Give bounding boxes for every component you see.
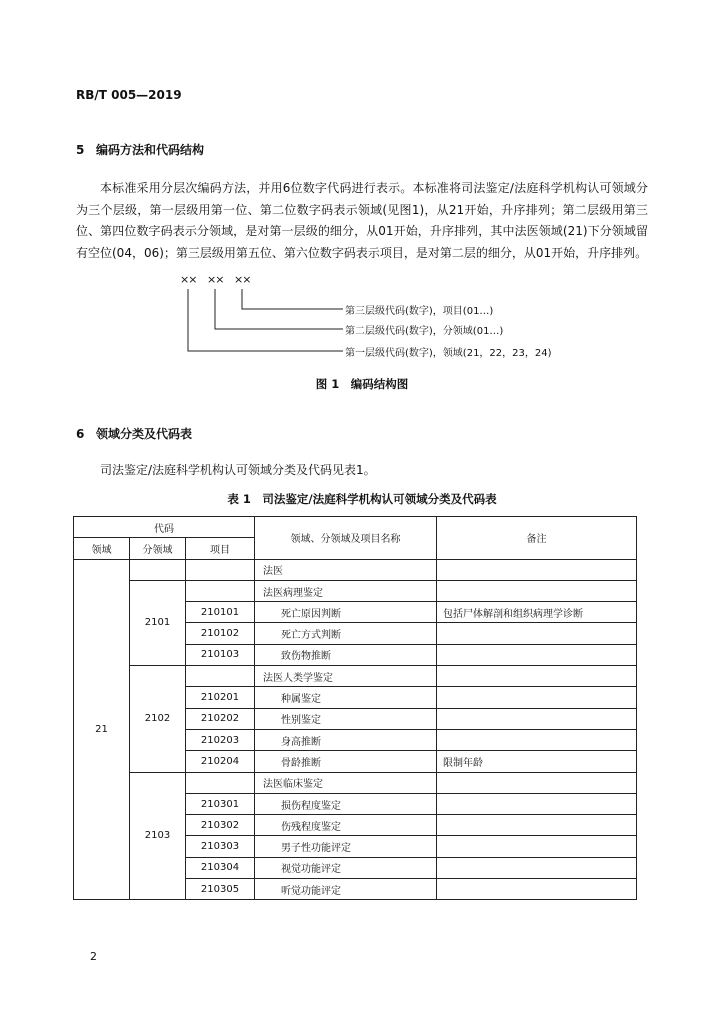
empty-cell xyxy=(186,559,255,580)
header-item: 项目 xyxy=(186,538,255,559)
item-code-cell: 210304 xyxy=(186,857,255,878)
item-name-cell: 性别鉴定 xyxy=(255,708,437,729)
section-6-title: 领域分类及代码表 xyxy=(96,427,193,441)
item-name-cell: 致伤物推断 xyxy=(255,644,437,665)
item-name-cell: 听觉功能评定 xyxy=(255,879,437,900)
item-code-cell: 210101 xyxy=(186,602,255,623)
diagram-label-level1: 第一层级代码(数字)，领域(21，22，23，24) xyxy=(345,348,552,359)
item-note-cell xyxy=(437,687,637,708)
section-5-number: 5 xyxy=(76,143,85,157)
item-code-cell: 210302 xyxy=(186,815,255,836)
item-code-cell: 210203 xyxy=(186,729,255,750)
header-domain: 领域 xyxy=(74,538,130,559)
empty-cell xyxy=(437,580,637,601)
item-code-cell: 210202 xyxy=(186,708,255,729)
diagram-label-level2: 第二层级代码(数字)，分领域(01…) xyxy=(345,326,504,337)
empty-cell xyxy=(186,772,255,793)
item-name-cell: 骨龄推断 xyxy=(255,751,437,772)
item-note-cell xyxy=(437,644,637,665)
diagram-xx-level2: ×× xyxy=(207,273,224,286)
item-note-cell xyxy=(437,793,637,814)
item-name-cell: 男子性功能评定 xyxy=(255,836,437,857)
section-5-title: 编码方法和代码结构 xyxy=(96,143,205,157)
table-row xyxy=(74,580,637,601)
section-6-heading xyxy=(76,425,192,442)
item-note-cell xyxy=(437,623,637,644)
item-name-cell: 伤残程度鉴定 xyxy=(255,815,437,836)
item-code-cell: 210103 xyxy=(186,644,255,665)
subdomain-code-cell: 2103 xyxy=(130,772,186,900)
header-subdomain: 分领域 xyxy=(130,538,186,559)
item-note-cell: 限制年龄 xyxy=(437,751,637,772)
table-1-caption: 表 1 司法鉴定/法庭科学机构认可领域分类及代码表 xyxy=(227,492,497,506)
item-code-cell: 210102 xyxy=(186,623,255,644)
table-row xyxy=(74,559,637,580)
section-6-number: 6 xyxy=(76,427,85,441)
header-code: 代码 xyxy=(74,517,255,538)
item-code-cell: 210301 xyxy=(186,793,255,814)
item-name-cell: 死亡原因判断 xyxy=(255,602,437,623)
table-row xyxy=(74,772,637,793)
empty-cell xyxy=(437,559,637,580)
item-code-cell: 210204 xyxy=(186,751,255,772)
subdomain-code-cell: 2102 xyxy=(130,666,186,772)
item-note-cell xyxy=(437,708,637,729)
empty-cell xyxy=(437,772,637,793)
subdomain-name-cell: 法医临床鉴定 xyxy=(255,772,437,793)
figure-1-caption: 图 1 编码结构图 xyxy=(315,377,409,391)
item-note-cell xyxy=(437,857,637,878)
empty-cell xyxy=(437,666,637,687)
empty-cell xyxy=(130,559,186,580)
table-header-row-1 xyxy=(74,517,637,538)
header-name: 领域、分领域及项目名称 xyxy=(255,517,437,560)
section-5-paragraph: 本标准采用分层次编码方法，并用6位数字代码进行表示。本标准将司法鉴定/法庭科学机构认可领域分为三个层级，第一层级用第一位、第二位数字码表示领域(见图1)，从21开始，升序排列；第二层级用第三位、第四位数字码表示分领域，是对第一层级的细分，从01开始，升序排列，其中法医领域(21)下分领域留有空位(04，06)；第三层级用第五位、第六位数字码表示项目，是对第二层的细分，从01开始，升序排列。 xyxy=(76,181,648,260)
domain-name-cell: 法医 xyxy=(255,559,437,580)
code-structure-diagram xyxy=(0,270,724,370)
item-name-cell: 视觉功能评定 xyxy=(255,857,437,878)
item-code-cell: 210303 xyxy=(186,836,255,857)
diagram-xx-level1: ×× xyxy=(180,273,197,286)
domain-code-cell: 21 xyxy=(74,559,130,900)
item-name-cell: 种属鉴定 xyxy=(255,687,437,708)
section-5-heading xyxy=(76,141,204,158)
item-name-cell: 死亡方式判断 xyxy=(255,623,437,644)
empty-cell xyxy=(186,580,255,601)
header-note: 备注 xyxy=(437,517,637,560)
item-note-cell xyxy=(437,815,637,836)
item-code-cell: 210305 xyxy=(186,879,255,900)
item-code-cell: 210201 xyxy=(186,687,255,708)
table-row xyxy=(74,666,637,687)
empty-cell xyxy=(186,666,255,687)
subdomain-name-cell: 法医人类学鉴定 xyxy=(255,666,437,687)
item-name-cell: 身高推断 xyxy=(255,729,437,750)
subdomain-code-cell: 2101 xyxy=(130,580,186,665)
item-note-cell xyxy=(437,879,637,900)
classification-code-table xyxy=(73,516,637,900)
item-note-cell: 包括尸体解剖和组织病理学诊断 xyxy=(437,602,637,623)
page-number: 2 xyxy=(90,950,97,963)
document-code: RB/T 005—2019 xyxy=(76,88,182,102)
item-note-cell xyxy=(437,836,637,857)
item-name-cell: 损伤程度鉴定 xyxy=(255,793,437,814)
section-6-paragraph: 司法鉴定/法庭科学机构认可领域分类及代码见表1。 xyxy=(100,463,376,477)
diagram-label-level3: 第三层级代码(数字)，项目(01…) xyxy=(345,306,494,317)
diagram-xx-level3: ×× xyxy=(234,273,251,286)
subdomain-name-cell: 法医病理鉴定 xyxy=(255,580,437,601)
item-note-cell xyxy=(437,729,637,750)
